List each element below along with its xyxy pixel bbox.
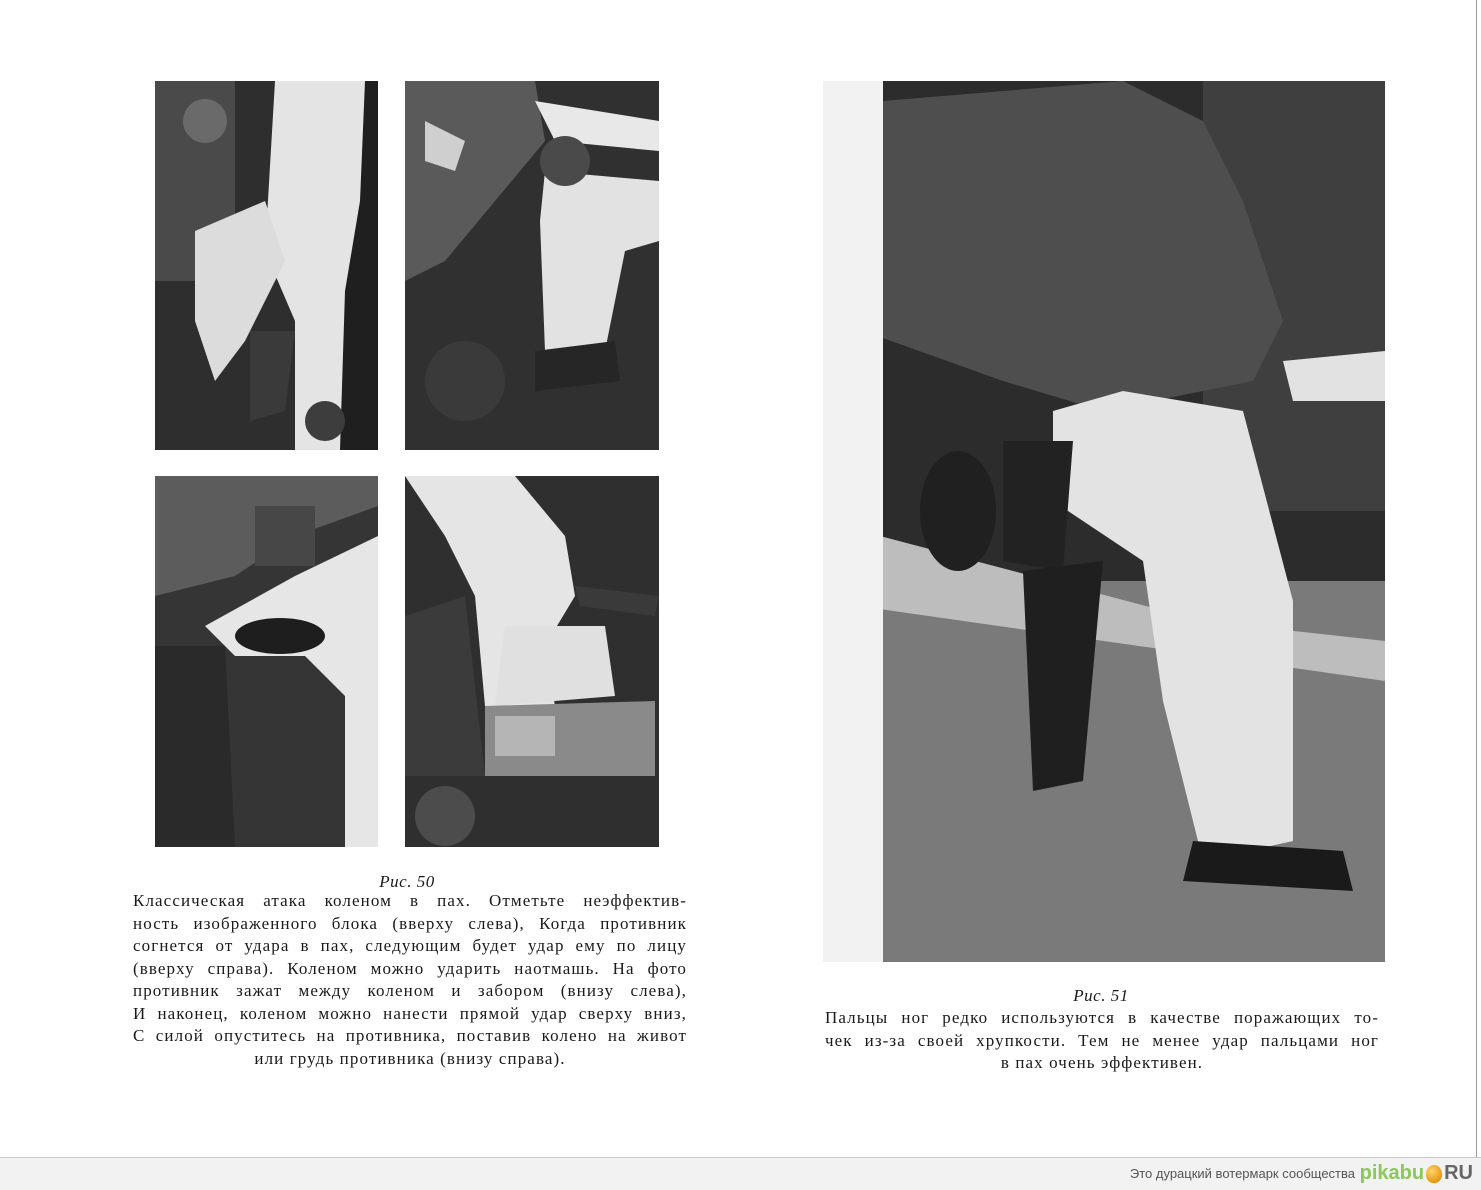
photo-large (823, 81, 1385, 962)
caption-line: С силой опуститесь на противника, поставив колено на живот (133, 1026, 687, 1045)
photo-top-left (155, 81, 378, 450)
caption-line: ность изображенного блока (вверху слева), Когда противник (133, 913, 687, 933)
figure-50-title: Рис. 50 (379, 872, 435, 891)
caption-line: в пах очень эффективен. (1000, 1053, 1204, 1072)
logo-wordmark: pikabu (1359, 1161, 1425, 1184)
figure-51-title: Рис. 51 (1073, 986, 1129, 1005)
watermark-bar (0, 1158, 1481, 1190)
caption-line: И наконец, коленом можно нанести прямой удар сверху вниз, (133, 1003, 687, 1023)
caption-line: (вверху справа). Коленом можно ударить наотмашь. На фото (133, 958, 687, 978)
photo-bottom-right (405, 476, 659, 847)
caption-line: Пальцы ног редко используются в качестве поражающих то- (825, 1008, 1379, 1027)
logo-suffix: RU (1444, 1161, 1473, 1184)
caption-line: чек из-за своей хрупкости. Тем не менее удар пальцами ног (825, 1030, 1379, 1050)
logo-egg-icon (1426, 1165, 1442, 1183)
caption-line: противник зажат между коленом и забором (внизу слева), (133, 981, 687, 1000)
watermark-text: Это дурацкий вотермарк сообщества (1129, 1166, 1355, 1181)
caption-line: Классическая атака коленом в пах. Отметьте неэффектив- (133, 891, 687, 910)
pikabu-logo[interactable] (1360, 1161, 1473, 1185)
caption-line: или грудь противника (внизу справа). (254, 1048, 566, 1068)
page-edge (1476, 0, 1477, 1158)
figure-51-caption (825, 1007, 1379, 1075)
photo-top-right (405, 81, 659, 450)
caption-line: согнется от удара в пах, следующим будет удар ему по лицу (133, 936, 687, 955)
figure-50-caption (133, 890, 687, 1070)
photo-bottom-left (155, 476, 378, 847)
